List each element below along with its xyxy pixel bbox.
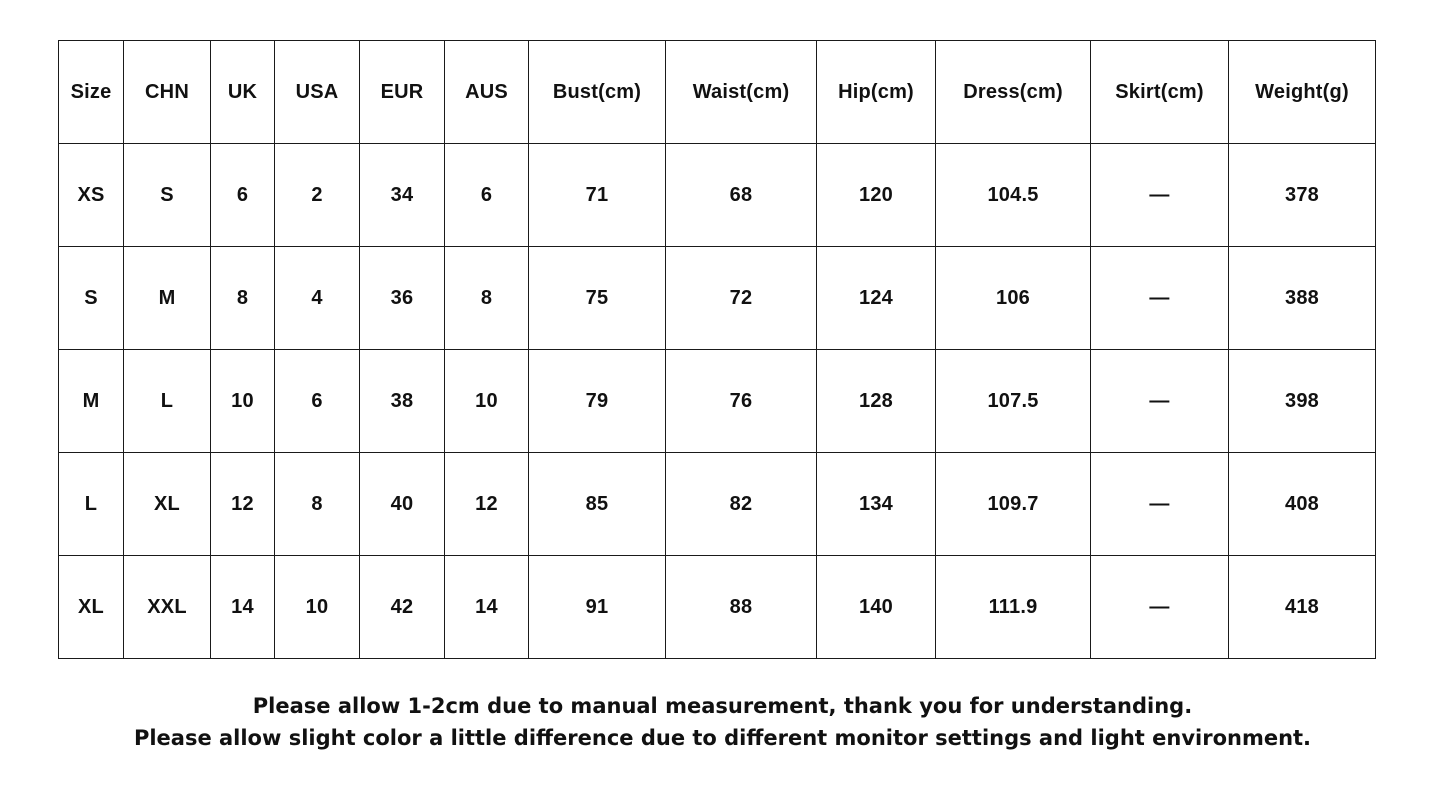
cell-aus: 12	[445, 453, 529, 556]
cell-chn: L	[124, 350, 211, 453]
cell-bust: 91	[529, 556, 666, 659]
cell-aus: 10	[445, 350, 529, 453]
header-bust: Bust(cm)	[529, 41, 666, 144]
header-eur: EUR	[360, 41, 445, 144]
cell-hip: 124	[817, 247, 936, 350]
cell-dress: 107.5	[936, 350, 1091, 453]
cell-waist: 72	[666, 247, 817, 350]
cell-bust: 79	[529, 350, 666, 453]
header-uk: UK	[211, 41, 275, 144]
cell-usa: 8	[275, 453, 360, 556]
cell-weight: 378	[1229, 144, 1376, 247]
note-measurement-tolerance: Please allow 1-2cm due to manual measurement, thank you for understanding.	[252, 694, 1193, 718]
table-row	[59, 556, 1376, 659]
measurement-notes	[0, 690, 1445, 754]
cell-uk: 6	[211, 144, 275, 247]
header-weight: Weight(g)	[1229, 41, 1376, 144]
cell-uk: 10	[211, 350, 275, 453]
cell-waist: 88	[666, 556, 817, 659]
cell-uk: 8	[211, 247, 275, 350]
header-skirt: Skirt(cm)	[1091, 41, 1229, 144]
cell-skirt: —	[1091, 247, 1229, 350]
cell-hip: 140	[817, 556, 936, 659]
cell-waist: 82	[666, 453, 817, 556]
cell-dress: 111.9	[936, 556, 1091, 659]
header-dress: Dress(cm)	[936, 41, 1091, 144]
cell-skirt: —	[1091, 556, 1229, 659]
header-chn: CHN	[124, 41, 211, 144]
cell-bust: 71	[529, 144, 666, 247]
cell-skirt: —	[1091, 350, 1229, 453]
cell-usa: 4	[275, 247, 360, 350]
cell-skirt: —	[1091, 453, 1229, 556]
cell-eur: 38	[360, 350, 445, 453]
table-row	[59, 350, 1376, 453]
cell-chn: M	[124, 247, 211, 350]
header-aus: AUS	[445, 41, 529, 144]
cell-size: XL	[59, 556, 124, 659]
header-waist: Waist(cm)	[666, 41, 817, 144]
cell-size: M	[59, 350, 124, 453]
cell-aus: 6	[445, 144, 529, 247]
cell-dress: 104.5	[936, 144, 1091, 247]
size-chart-table	[58, 40, 1376, 659]
cell-waist: 76	[666, 350, 817, 453]
cell-skirt: —	[1091, 144, 1229, 247]
cell-size: XS	[59, 144, 124, 247]
table-row	[59, 247, 1376, 350]
header-hip: Hip(cm)	[817, 41, 936, 144]
cell-aus: 14	[445, 556, 529, 659]
cell-weight: 408	[1229, 453, 1376, 556]
note-color-difference: Please allow slight color a little difference due to different monitor settings and light environment.	[133, 726, 1312, 750]
cell-usa: 2	[275, 144, 360, 247]
cell-hip: 128	[817, 350, 936, 453]
header-usa: USA	[275, 41, 360, 144]
cell-hip: 120	[817, 144, 936, 247]
cell-eur: 36	[360, 247, 445, 350]
cell-size: L	[59, 453, 124, 556]
cell-weight: 398	[1229, 350, 1376, 453]
cell-aus: 8	[445, 247, 529, 350]
cell-usa: 6	[275, 350, 360, 453]
cell-weight: 388	[1229, 247, 1376, 350]
table-header-row	[59, 41, 1376, 144]
cell-eur: 42	[360, 556, 445, 659]
cell-size: S	[59, 247, 124, 350]
cell-dress: 106	[936, 247, 1091, 350]
header-size: Size	[59, 41, 124, 144]
cell-usa: 10	[275, 556, 360, 659]
cell-weight: 418	[1229, 556, 1376, 659]
cell-hip: 134	[817, 453, 936, 556]
cell-eur: 34	[360, 144, 445, 247]
cell-eur: 40	[360, 453, 445, 556]
cell-dress: 109.7	[936, 453, 1091, 556]
table-row	[59, 144, 1376, 247]
cell-bust: 75	[529, 247, 666, 350]
cell-bust: 85	[529, 453, 666, 556]
cell-chn: XL	[124, 453, 211, 556]
cell-uk: 14	[211, 556, 275, 659]
cell-uk: 12	[211, 453, 275, 556]
table-row	[59, 453, 1376, 556]
cell-chn: S	[124, 144, 211, 247]
cell-waist: 68	[666, 144, 817, 247]
cell-chn: XXL	[124, 556, 211, 659]
